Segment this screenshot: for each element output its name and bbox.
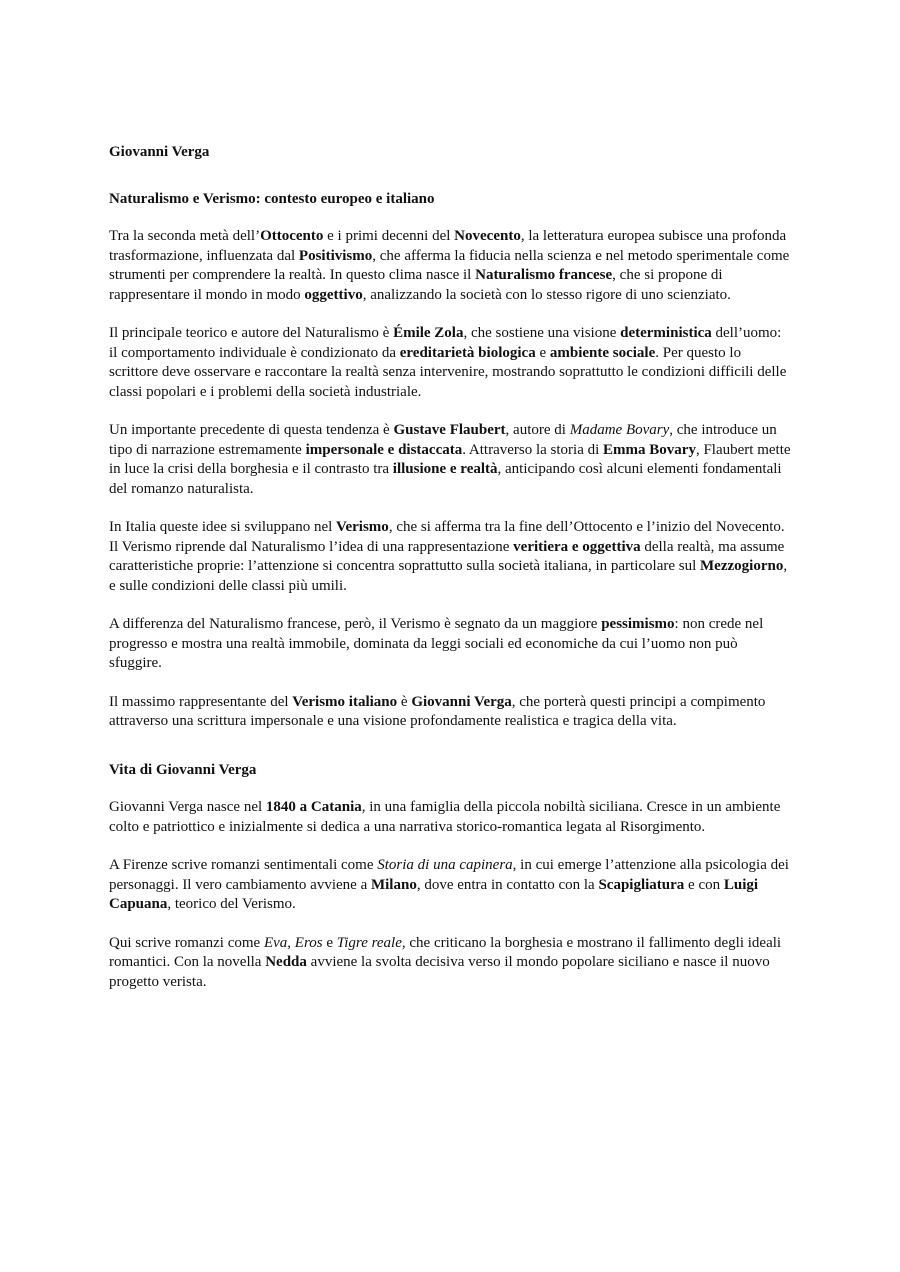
- bold-text: Novecento: [454, 228, 521, 244]
- text-run: , che introduce un tipo di narrazione estremamente: [109, 422, 777, 458]
- bold-text: Gustave Flaubert: [393, 422, 506, 438]
- text-run: e i primi decenni del: [323, 228, 455, 244]
- bold-text: Scapigliatura: [598, 876, 685, 893]
- bold-text: Naturalismo francese: [475, 267, 613, 283]
- text-run: , dove entra in contatto con la: [416, 876, 599, 893]
- text-run: , in cui emerge l’attenzione alla psicologia dei personaggi. Il vero cambiamento avviene a: [109, 857, 789, 893]
- paragraph: [109, 693, 793, 732]
- text-run: ,: [287, 934, 295, 951]
- text-run: , teorico del Verismo.: [167, 896, 296, 912]
- text-run: è: [397, 693, 412, 710]
- text-run: Giovanni Verga nasce nel: [109, 799, 266, 815]
- text-run: , che sostiene una visione: [463, 325, 621, 341]
- bold-text: Ottocento: [260, 228, 324, 244]
- paragraph: [109, 518, 793, 596]
- paragraph: [109, 227, 793, 305]
- section-life: [109, 761, 793, 993]
- text-run: : non crede nel progresso e mostra una realtà immobile, dominata da leggi sociali ed economiche da cui l’uomo non può sfuggire.: [109, 616, 764, 671]
- paragraph: [109, 615, 793, 674]
- bold-text: deterministica: [620, 325, 712, 341]
- text-run: della realtà, ma assume caratteristiche proprie: l’attenzione si concentra soprattutto sulla società italiana, in particolare sul: [109, 538, 785, 574]
- text-run: avviene la svolta decisiva verso il mondo popolare siciliano e nasce il nuovo progetto verista.: [109, 954, 770, 990]
- text-run: . Per questo lo scrittore deve osservare e raccontare la realtà senza intervenire, mostrando soprattutto le condizioni difficili delle classi popolari e i problemi della società industriale.: [109, 344, 787, 400]
- text-run: , che si afferma tra la fine dell’Ottocento e l’inizio del Novecento. Il Verismo riprende dal Naturalismo l’idea di una rappresentazione: [109, 519, 785, 555]
- paragraph: [109, 798, 793, 837]
- italic-title: Tigre reale: [336, 934, 402, 951]
- paragraph: [109, 421, 793, 499]
- text-run: e: [322, 934, 337, 951]
- text-run: , autore di: [505, 422, 570, 438]
- bold-text: Milano: [370, 876, 417, 893]
- text-run: A differenza del Naturalismo francese, però, il Verismo è segnato da un maggiore: [109, 616, 602, 632]
- text-run: dell’uomo: il comportamento individuale è condizionato da: [109, 325, 782, 361]
- text-run: , e sulle condizioni delle classi più umili.: [109, 558, 788, 594]
- text-run: Il massimo rappresentante del: [109, 693, 293, 710]
- bold-text: Positivismo: [298, 247, 373, 264]
- text-run: , che si propone di rappresentare il mondo in modo: [109, 267, 723, 303]
- text-run: e: [535, 344, 550, 361]
- bold-text: Giovanni Verga: [411, 693, 512, 710]
- italic-title: Eros: [294, 934, 323, 951]
- bold-text: ereditarietà biologica: [399, 344, 536, 361]
- text-run: , in una famiglia della piccola nobiltà siciliana. Cresce in un ambiente colto e patriottico e inizialmente si dedica a una narrativa storico-romantica legata al Risorgimento.: [109, 799, 781, 835]
- bold-text: Luigi Capuana: [109, 876, 759, 912]
- bold-text: oggettivo: [304, 286, 363, 303]
- bold-text: ambiente sociale: [549, 344, 656, 361]
- text-run: Un importante precedente di questa tendenza è: [109, 422, 394, 438]
- bold-text: Emma Bovary: [603, 441, 696, 458]
- bold-text: impersonale e distaccata: [305, 441, 463, 458]
- text-run: . Attraverso la storia di: [462, 441, 604, 458]
- bold-text: pessimismo: [601, 616, 675, 632]
- italic-title: Madame Bovary: [569, 422, 670, 438]
- text-run: Tra la seconda metà dell’: [109, 228, 261, 244]
- text-run: A Firenze scrive romanzi sentimentali come: [109, 857, 378, 873]
- bold-text: Nedda: [265, 954, 307, 970]
- text-run: Qui scrive romanzi come: [109, 934, 264, 951]
- text-run: , che criticano la borghesia e mostrano il fallimento degli ideali romantici. Con la novella: [109, 934, 782, 970]
- text-run: , la letteratura europea subisce una profonda trasformazione, influenzata dal: [109, 228, 787, 264]
- paragraph: [109, 856, 793, 915]
- text-run: , che porterà questi principi a compimento attraverso una scrittura impersonale e una visione profondamente realistica e tragica della vita.: [109, 693, 766, 729]
- document-title: Giovanni Verga: [109, 144, 210, 160]
- text-run: , Flaubert mette in luce la crisi della borghesia e il contrasto tra: [109, 441, 791, 477]
- bold-text: Émile Zola: [393, 325, 464, 341]
- paragraph: [109, 934, 793, 993]
- italic-title: Storia di una capinera: [377, 857, 513, 873]
- document-page: [109, 143, 793, 1011]
- paragraph: [109, 324, 793, 402]
- text-run: Il principale teorico e autore del Naturalismo è: [109, 325, 394, 341]
- text-run: In Italia queste idee si sviluppano nel: [109, 519, 337, 535]
- bold-text: veritiera e oggettiva: [513, 538, 641, 555]
- bold-text: Verismo: [336, 519, 389, 535]
- bold-text: Mezzogiorno: [700, 558, 784, 574]
- section-context: [109, 190, 793, 732]
- section-heading-context: Naturalismo e Verismo: contesto europeo e italiano: [109, 190, 435, 207]
- bold-text: 1840 a Catania: [265, 799, 362, 815]
- section-heading-life: Vita di Giovanni Verga: [109, 761, 257, 778]
- bold-text: Verismo italiano: [292, 693, 398, 710]
- bold-text: illusione e realtà: [392, 461, 498, 477]
- italic-title: Eva: [263, 934, 288, 951]
- text-run: , analizzando la società con lo stesso rigore di uno scienziato.: [362, 286, 731, 303]
- text-run: , che afferma la fiducia nella scienza e nel metodo sperimentale come strumenti per comprendere la realtà. In questo clima nasce il: [109, 247, 790, 283]
- text-run: e con: [684, 876, 724, 893]
- text-run: , anticipando così alcuni elementi fondamentali del romanzo naturalista.: [109, 461, 782, 497]
